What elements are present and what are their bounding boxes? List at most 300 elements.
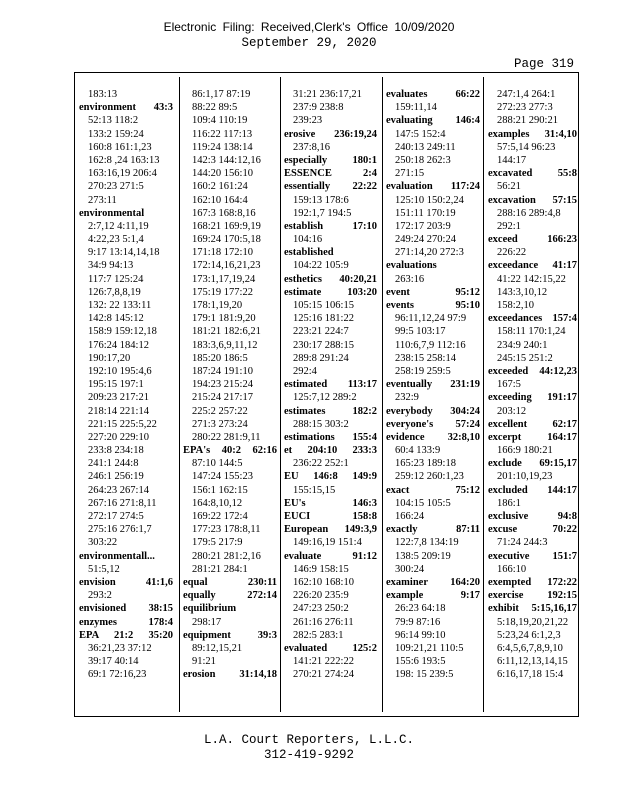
index-term-entry	[183, 602, 277, 615]
index-line-text: exempted 172:22	[488, 576, 577, 588]
index-page-refs	[79, 589, 173, 602]
index-line-text: 288:15 303:2	[293, 418, 349, 430]
index-term-entry	[183, 629, 277, 642]
index-line-text: exceedance 41:17	[488, 260, 577, 272]
index-line-text: 233:8 234:18	[88, 445, 144, 457]
index-line-text: 179:1 181:9,20	[192, 313, 256, 325]
index-page-refs	[386, 457, 480, 470]
index-page-refs	[183, 180, 277, 193]
index-line-text: evidence 32:8,10	[386, 431, 480, 443]
index-page-refs	[284, 207, 377, 220]
index-page-refs	[79, 431, 173, 444]
index-page-refs	[79, 246, 173, 259]
index-page-refs	[79, 497, 173, 510]
index-term-entry	[79, 207, 173, 220]
index-line-text: 169:22 172:4	[192, 511, 248, 522]
index-term-entry	[284, 550, 377, 563]
index-page-refs	[386, 339, 480, 352]
index-line-text: exhibit 5:15,16,17	[488, 603, 577, 615]
index-line-text: 281:21 284:1	[192, 563, 248, 575]
index-term-entry	[386, 431, 480, 444]
index-line-text: event 95:12	[386, 286, 480, 298]
index-line-text: 177:23 178:8,11	[192, 524, 261, 536]
index-term-entry	[386, 299, 480, 312]
index-term-entry	[79, 616, 173, 629]
index-page-refs	[284, 365, 377, 378]
index-page-refs	[183, 470, 277, 483]
index-page-refs	[79, 405, 173, 418]
index-term-entry	[488, 194, 577, 207]
index-line-text: 156:1 162:15	[192, 484, 248, 496]
index-line-text: 6:4,5,6,7,8,9,10	[497, 642, 563, 654]
index-page-refs	[284, 88, 377, 101]
index-term-entry	[488, 510, 577, 523]
index-term-entry	[79, 629, 173, 642]
index-line-text: 162:10 168:10	[293, 576, 354, 588]
index-line-text: equipment 39:3	[183, 629, 277, 641]
column-divider	[280, 77, 281, 712]
index-line-text: equilibrium	[183, 603, 237, 615]
index-line-text: 267:16 271:8,11	[88, 497, 157, 509]
index-line-text: 270:23 271:5	[88, 181, 144, 193]
index-page-refs	[79, 523, 173, 536]
index-page-refs	[183, 418, 277, 431]
index-line-text: 300:24	[395, 563, 425, 575]
index-line-text: 36:21,23 37:12	[88, 642, 152, 654]
index-page-refs	[386, 154, 480, 167]
index-line-text: 57:5,14 96:23	[497, 141, 556, 153]
index-line-text: 142:8 145:12	[88, 313, 144, 325]
index-page-refs	[488, 299, 577, 312]
index-line-text: examples 31:4,10	[488, 128, 577, 140]
index-line-text: 186:1	[497, 497, 521, 509]
index-line-text: 6:11,12,13,14,15	[497, 656, 568, 668]
index-line-text: excavated 55:8	[488, 168, 577, 180]
index-page-refs	[386, 536, 480, 549]
index-line-text: 147:5 152:4	[395, 128, 446, 140]
index-page-refs	[79, 470, 173, 483]
index-term-entry	[386, 88, 480, 101]
index-line-text: evaluates 66:22	[386, 89, 480, 100]
index-term-entry	[284, 405, 377, 418]
index-line-text: 147:24 155:23	[192, 471, 253, 483]
index-page-refs	[79, 418, 173, 431]
column-divider	[382, 77, 383, 712]
index-page-refs	[488, 497, 577, 510]
index-term-entry	[488, 312, 577, 325]
index-line-text: 237:8,16	[293, 141, 331, 153]
index-line-text: 89:12,15,21	[192, 642, 243, 654]
index-page-refs	[284, 194, 377, 207]
index-line-text: estimations 155:4	[284, 431, 377, 443]
index-page-refs	[183, 431, 277, 444]
index-line-text: 183:3,6,9,11,12	[192, 339, 258, 351]
index-page-refs	[79, 325, 173, 338]
index-page-refs	[386, 629, 480, 642]
index-line-text: eventually 231:19	[386, 379, 480, 391]
index-page-refs	[183, 141, 277, 154]
index-page-refs	[183, 457, 277, 470]
index-line-text: 288:21 290:21	[497, 115, 558, 127]
index-page-refs	[488, 563, 577, 576]
index-line-text: 275:16 276:1,7	[88, 524, 152, 536]
index-line-text: 2:7,12 4:11,19	[88, 220, 149, 232]
index-line-text: 282:5 283:1	[293, 629, 344, 641]
index-page-refs	[79, 510, 173, 523]
index-line-text: 280:21 281:2,16	[192, 550, 261, 562]
index-line-text: examiner 164:20	[386, 576, 480, 588]
index-term-entry	[284, 154, 377, 167]
index-page-refs	[183, 523, 277, 536]
index-page-refs	[183, 550, 277, 563]
index-line-text: 270:21 274:24	[293, 669, 354, 681]
index-line-text: 158:2,10	[497, 300, 535, 311]
index-page-refs	[386, 510, 480, 523]
index-page-refs	[79, 378, 173, 391]
index-term-entry	[488, 233, 577, 246]
index-page-refs	[284, 655, 377, 668]
index-line-text: equally 272:14	[183, 590, 277, 602]
index-line-text: 249:24 270:24	[395, 234, 456, 246]
index-page-refs	[488, 114, 577, 127]
index-line-text: 162:10 164:4	[192, 194, 248, 206]
index-page-refs	[79, 352, 173, 365]
index-page-refs	[79, 312, 173, 325]
index-line-text: equal 230:11	[183, 576, 277, 588]
index-term-entry	[284, 444, 377, 457]
index-line-text: 298:17	[192, 616, 222, 628]
index-line-text: 181:21 182:6,21	[192, 326, 261, 338]
index-line-text: 69:1 72:16,23	[88, 669, 147, 681]
index-line-text: 227:20 229:10	[88, 431, 149, 443]
index-line-text: 144:20 156:10	[192, 168, 253, 180]
index-page-refs	[386, 233, 480, 246]
index-line-text: 143:3,10,12	[497, 286, 548, 298]
index-page-refs	[284, 589, 377, 602]
index-line-text: EPA 21:2 35:20	[79, 629, 173, 641]
index-line-text: 167:3 168:8,16	[192, 207, 256, 219]
index-term-entry	[386, 378, 480, 391]
index-term-entry	[386, 523, 480, 536]
index-page-refs	[284, 299, 377, 312]
index-page-refs	[386, 246, 480, 259]
index-page-refs	[183, 510, 277, 523]
index-term-entry	[79, 576, 173, 589]
index-line-text: enzymes 178:4	[79, 616, 173, 628]
index-line-text: 51:5,12	[88, 563, 120, 575]
index-term-entry	[284, 497, 377, 510]
index-line-text: especially 180:1	[284, 154, 377, 166]
index-line-text: 138:5 209:19	[395, 550, 451, 562]
index-page-refs	[284, 563, 377, 576]
index-page-refs	[79, 536, 173, 549]
index-page-refs	[284, 418, 377, 431]
index-line-text: 144:17	[497, 154, 527, 166]
index-line-text: esthetics 40:20,21	[284, 273, 377, 285]
index-term-entry	[386, 286, 480, 299]
index-page-refs	[284, 536, 377, 549]
index-page-refs	[183, 299, 277, 312]
index-column-5	[488, 88, 577, 708]
index-line-text: 166:24	[395, 511, 425, 522]
index-term-entry	[284, 286, 377, 299]
index-line-text: 41:22 142:15,22	[497, 273, 566, 285]
index-term-entry	[386, 114, 480, 127]
index-line-text: 246:1 256:19	[88, 471, 144, 483]
index-line-text: 173:1,17,19,24	[192, 273, 256, 285]
index-page-refs	[183, 484, 277, 497]
index-page-refs	[79, 365, 173, 378]
index-term-entry	[488, 365, 577, 378]
index-page-refs	[386, 655, 480, 668]
index-line-text: 292:4	[293, 365, 317, 377]
index-line-text: 247:1,4 264:1	[497, 89, 556, 100]
index-term-entry	[488, 259, 577, 272]
index-line-text: estimated 113:17	[284, 379, 377, 391]
index-line-text: 258:19 259:5	[395, 365, 451, 377]
index-line-text: 119:24 138:14	[192, 141, 253, 153]
index-line-text: events 95:10	[386, 300, 480, 311]
index-page-refs	[79, 563, 173, 576]
index-line-text: 221:15 225:5,22	[88, 418, 157, 430]
index-line-text: exercise 192:15	[488, 590, 577, 602]
index-line-text: 272:17 274:5	[88, 511, 144, 522]
index-page-refs	[183, 378, 277, 391]
index-line-text: erosion 31:14,18	[183, 669, 277, 681]
index-term-entry	[386, 180, 480, 193]
index-term-entry	[284, 273, 377, 286]
index-line-text: 125:7,12 289:2	[293, 392, 357, 404]
index-page-refs	[183, 246, 277, 259]
index-page-refs	[79, 286, 173, 299]
index-line-text: 195:15 197:1	[88, 379, 144, 391]
index-line-text: 250:18 262:3	[395, 154, 451, 166]
index-line-text: 264:23 267:14	[88, 484, 149, 496]
index-line-text: 226:20 235:9	[293, 590, 349, 602]
index-page-refs	[284, 576, 377, 589]
index-page-refs	[488, 88, 577, 101]
index-line-text: 293:2	[88, 590, 112, 602]
index-term-entry	[284, 510, 377, 523]
index-line-text: 288:16 289:4,8	[497, 207, 561, 219]
index-line-text: exceedances 157:4	[488, 313, 577, 325]
index-line-text: 96:11,12,24 97:9	[395, 313, 467, 325]
index-line-text: 218:14 221:14	[88, 405, 149, 417]
index-page-refs	[79, 88, 173, 101]
index-line-text: 149:16,19 151:4	[293, 537, 362, 549]
index-page-refs	[183, 154, 277, 167]
index-page-refs	[79, 339, 173, 352]
index-line-text: EUCI 158:8	[284, 511, 377, 522]
index-line-text: 162:8 ,24 163:13	[88, 154, 160, 166]
index-line-text: EPA's 40:2 62:16	[183, 445, 277, 457]
index-line-text: 232:9	[395, 392, 419, 404]
index-page-refs	[183, 220, 277, 233]
index-line-text: 9:17 13:14,14,18	[88, 247, 160, 259]
index-page-refs	[284, 391, 377, 404]
index-page-refs	[79, 128, 173, 141]
index-page-refs	[284, 457, 377, 470]
index-page-refs	[183, 405, 277, 418]
index-line-text: 126:7,8,8,19	[88, 286, 141, 298]
index-line-text: excerpt 164:17	[488, 431, 577, 443]
index-column-4	[386, 88, 480, 708]
index-line-text: 176:24 184:12	[88, 339, 149, 351]
index-line-text: estimate 103:20	[284, 286, 377, 298]
index-page-refs	[488, 325, 577, 338]
index-term-entry	[488, 457, 577, 470]
index-term-entry	[284, 523, 377, 536]
index-page-refs	[386, 220, 480, 233]
index-page-refs	[79, 114, 173, 127]
index-line-text: 171:18 172:10	[192, 247, 253, 259]
index-page-refs	[79, 484, 173, 497]
index-page-refs	[284, 101, 377, 114]
index-line-text: 166:10	[497, 563, 527, 575]
index-page-refs	[183, 194, 277, 207]
index-line-text: 169:24 170:5,18	[192, 234, 261, 246]
index-page-refs	[183, 497, 277, 510]
index-page-refs	[79, 141, 173, 154]
index-line-text: EU 146:8 149:9	[284, 471, 377, 483]
index-line-text: evaluation 117:24	[386, 181, 480, 193]
index-line-text: 104:15 105:5	[395, 497, 451, 509]
index-line-text: 172:14,16,21,23	[192, 260, 261, 272]
index-line-text: 179:5 217:9	[192, 537, 243, 549]
index-line-text: 194:23 215:24	[192, 379, 253, 391]
index-page-refs	[386, 642, 480, 655]
word-index-box	[74, 72, 579, 717]
index-page-refs	[183, 259, 277, 272]
index-line-text: 6:16,17,18 15:4	[497, 669, 564, 681]
index-line-text: excluded 144:17	[488, 484, 577, 496]
index-page-refs	[488, 207, 577, 220]
index-line-text: 292:1	[497, 220, 521, 232]
index-page-refs	[386, 616, 480, 629]
index-term-entry	[183, 576, 277, 589]
index-term-entry	[183, 589, 277, 602]
index-page-refs	[183, 207, 277, 220]
index-line-text: exclusive 94:8	[488, 511, 577, 522]
index-line-text: 241:1 244:8	[88, 458, 139, 470]
index-line-text: excuse 70:22	[488, 524, 577, 536]
index-page-refs	[488, 470, 577, 483]
index-term-entry	[488, 589, 577, 602]
filing-stamp: Electronic Filing: Received,Clerk's Office 10/09/2020	[163, 20, 455, 34]
index-line-text: 289:8 291:24	[293, 352, 349, 364]
index-line-text: evaluating 146:4	[386, 115, 480, 127]
index-line-text: 238:15 258:14	[395, 352, 456, 364]
index-line-text: exactly 87:11	[386, 524, 480, 536]
index-page-refs	[386, 602, 480, 615]
index-term-entry	[284, 431, 377, 444]
index-line-text: 178:1,19,20	[192, 300, 243, 311]
index-line-text: 203:12	[497, 405, 527, 417]
index-line-text: 168:21 169:9,19	[192, 220, 261, 232]
index-term-entry	[488, 576, 577, 589]
index-line-text: 71:24 244:3	[497, 537, 548, 549]
index-term-entry	[284, 642, 377, 655]
index-line-text: 172:17 203:9	[395, 220, 451, 232]
index-page-refs	[284, 629, 377, 642]
index-term-entry	[284, 128, 377, 141]
index-page-refs	[183, 655, 277, 668]
index-line-text: 272:23 277:3	[497, 102, 553, 114]
index-line-text: 56:21	[497, 181, 521, 193]
index-page-refs	[284, 616, 377, 629]
index-page-refs	[183, 286, 277, 299]
index-term-entry	[386, 405, 480, 418]
index-line-text: 104:22 105:9	[293, 260, 349, 272]
index-line-text: 34:9 94:13	[88, 260, 134, 272]
index-page-refs	[488, 405, 577, 418]
index-page-refs	[79, 457, 173, 470]
index-page-refs	[284, 339, 377, 352]
index-page-refs	[284, 602, 377, 615]
index-term-entry	[488, 550, 577, 563]
index-line-text: exclude 69:15,17	[488, 458, 577, 470]
index-line-text: 39:17 40:14	[88, 656, 139, 668]
index-line-text: exceed 166:23	[488, 234, 577, 246]
index-term-entry	[488, 128, 577, 141]
index-term-entry	[488, 167, 577, 180]
index-line-text: 166:9 180:21	[497, 445, 553, 457]
index-page-refs	[284, 484, 377, 497]
index-page-refs	[284, 668, 377, 681]
index-page-refs	[488, 655, 577, 668]
index-line-text: 5:23,24 6:1,2,3	[497, 629, 561, 641]
reporter-phone: 312-419-9292	[263, 748, 354, 762]
index-line-text: 271:15	[395, 168, 425, 180]
index-page-refs	[386, 470, 480, 483]
transcript-date: September 29, 2020	[241, 36, 377, 50]
index-page-refs	[488, 141, 577, 154]
index-line-text: 122:7,8 134:19	[395, 537, 459, 549]
index-line-text: 159:13 178:6	[293, 194, 349, 206]
index-page-refs	[386, 141, 480, 154]
index-page-refs	[488, 668, 577, 681]
index-page-refs	[183, 339, 277, 352]
index-line-text: 160:8 161:1,23	[88, 141, 152, 153]
index-line-text: 183:13	[88, 89, 118, 100]
index-page-refs	[284, 259, 377, 272]
index-page-refs	[488, 246, 577, 259]
index-term-entry	[284, 220, 377, 233]
index-line-text: 165:23 189:18	[395, 458, 456, 470]
index-line-text: 263:16	[395, 273, 425, 285]
index-line-text: 187:24 191:10	[192, 365, 253, 377]
page-number: Page 319	[513, 57, 574, 71]
index-page-refs	[386, 325, 480, 338]
index-page-refs	[284, 141, 377, 154]
index-page-refs	[488, 273, 577, 286]
index-term-entry	[386, 589, 480, 602]
index-page-refs	[386, 207, 480, 220]
index-line-text: exceeded 44:12,23	[488, 365, 577, 377]
index-page-refs	[79, 180, 173, 193]
index-line-text: 225:2 257:22	[192, 405, 248, 417]
index-term-entry	[284, 378, 377, 391]
index-line-text: 5:18,19,20,21,22	[497, 616, 569, 628]
index-line-text: EU's 146:3	[284, 497, 377, 509]
index-term-entry	[488, 484, 577, 497]
index-page-refs	[79, 668, 173, 681]
index-line-text: 86:1,17 87:19	[192, 89, 251, 100]
index-line-text: 125:16 181:22	[293, 313, 354, 325]
index-page-refs	[284, 352, 377, 365]
index-line-text: 155:15,15	[293, 484, 336, 496]
index-page-refs	[183, 273, 277, 286]
